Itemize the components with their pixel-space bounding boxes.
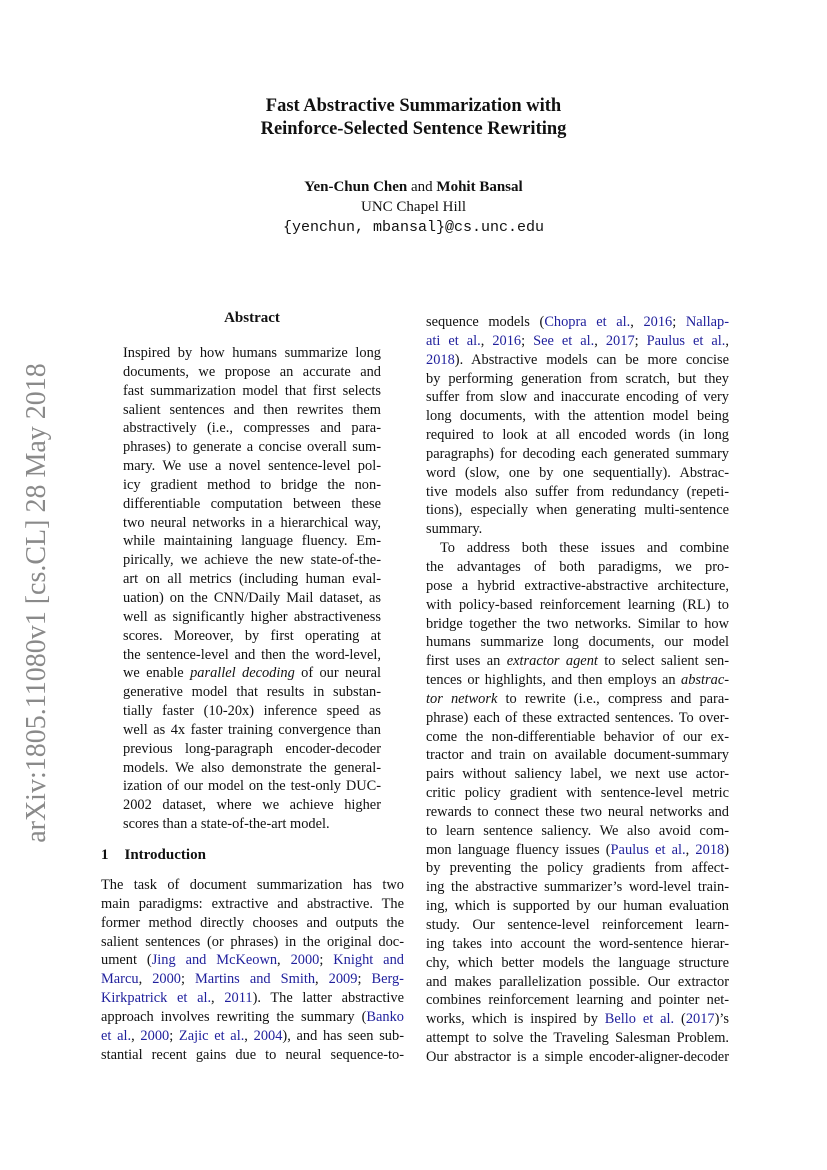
text-line [426,973,729,992]
text-span: , [138,971,153,988]
text-span: ; [634,332,647,349]
text-line [426,388,729,407]
text-line [426,332,729,351]
text-span: bridge together the two networks. Similar to how [426,615,729,632]
text-line [123,796,381,815]
section-title: Introduction [124,847,206,863]
text-span: paragraphs) for decoding each generated summary [426,445,729,462]
text-span: critic policy gradient with sentence-level metric [426,785,729,802]
citation-link[interactable]: Berg- [371,971,404,988]
text-span: ; [357,971,372,988]
text-span: mon language fluency issues ( [426,841,611,858]
citation-link[interactable]: 2004 [253,1027,283,1044]
citation-link[interactable]: Paulus et al. [646,332,726,349]
text-span: art on all metrics (including human eval- [123,571,381,588]
text-span: with policy-based reinforcement learning (RL) to [426,596,729,613]
text-line [426,483,729,502]
text-line [123,627,381,646]
text-line [123,382,381,401]
section-number: 1 [101,847,109,863]
text-span: to rewrite (i.e., compress and para- [497,690,729,707]
text-line [123,551,381,570]
arxiv-stamp: arXiv:1805.11080v1 [cs.CL] 28 May 2018 [21,363,52,843]
citation-link[interactable]: 2016 [492,332,522,349]
text-line [426,577,729,596]
text-span: , [277,952,291,969]
text-span: 2002 dataset, where we achieve higher [123,797,381,814]
text-line [101,1027,404,1046]
text-span: come the non-differentiable behavior of our ex- [426,728,729,745]
text-span: ization of our model on the test-only DUC- [123,778,381,795]
text-line [123,759,381,778]
text-span: salient sentences and then rewrites them [123,401,381,418]
text-span: approach involves rewriting the summary ( [101,1008,367,1025]
citation-link[interactable]: Marcu [101,971,139,988]
intro-left-column [101,876,404,1064]
text-line [426,690,729,709]
paper-title [0,95,827,141]
text-line [123,514,381,533]
text-span: tive models also suffer from redundancy (repeti- [426,483,729,500]
text-span: mary. We use a novel sentence-level pol- [123,458,381,475]
text-span: first uses an [426,653,507,670]
citation-link[interactable]: Kirkpatrick et al. [101,990,212,1007]
text-span: documents, we propose an accurate and [123,363,381,380]
text-line [101,1046,404,1065]
intro-right-column [426,313,729,1067]
text-line [426,596,729,615]
citation-link[interactable]: et al. [101,1027,132,1044]
text-span: ) [724,841,729,858]
text-span: ; [319,952,334,969]
text-line [123,570,381,589]
text-span: ), and has seen sub- [282,1027,404,1044]
text-line [426,351,729,370]
text-line [426,897,729,916]
text-span: works, which is inspired by [426,1011,605,1028]
text-span: ; [672,314,686,330]
text-line [426,709,729,728]
text-line [426,954,729,973]
citation-link[interactable]: 2000 [140,1027,170,1044]
text-span: ; [169,1027,179,1044]
text-line [426,1010,729,1029]
text-line [101,970,404,989]
citation-link[interactable]: 2016 [643,314,673,330]
text-span: , [685,841,696,858]
text-span: tially faster (10-20x) inference speed as [123,703,381,720]
text-span: The task of document summarization has two [101,877,404,893]
text-line [426,464,729,483]
text-span: , [630,314,644,330]
text-span: former method directly chooses and outputs the [101,914,404,931]
text-span: ; [180,971,196,988]
abstract-body [123,344,381,834]
emphasis-text: extractor agent [506,653,598,670]
citation-link[interactable]: ati et al. [426,332,481,349]
text-line [123,589,381,608]
text-span: humans summarize long documents, our model [426,634,729,651]
emphasis-text: abstrac- [681,672,729,689]
text-span: rewards to connect these two neural networks and [426,803,729,820]
text-line [123,740,381,759]
text-span: study. Our sentence-level reinforcement learn- [426,917,729,933]
text-span: suffer from slow and inaccurate encoding of very [426,389,729,406]
text-span: well as significantly higher abstractiveness [123,608,381,625]
text-line [123,815,381,834]
text-span: tions), especially when generating multi-sentence [426,502,729,519]
text-span: ( [674,1011,686,1028]
citation-link[interactable]: Zajic et al. [178,1027,245,1044]
text-line [101,989,404,1008]
text-line [426,916,729,935]
text-line [426,445,729,464]
text-line [101,895,404,914]
text-line [426,803,729,822]
text-span: abstractively (i.e., compresses and para- [123,420,381,437]
text-span: uation) on the CNN/Daily Mail dataset, as [123,589,381,606]
text-line [123,608,381,627]
text-line [426,878,729,897]
text-line [123,438,381,457]
text-line [123,495,381,514]
text-line [101,951,404,970]
citation-link[interactable]: 2017 [605,332,635,349]
text-line [426,633,729,652]
text-line [123,664,381,683]
text-span: by preventing the policy gradients from affect- [426,860,729,877]
text-span: fast summarization model that first selects [123,382,381,399]
text-span: pose a hybrid extractive-abstractive architecture, [426,577,729,594]
text-span: models. We also demonstrate the general- [123,759,381,776]
text-line [426,991,729,1010]
citation-link[interactable]: Banko [366,1008,404,1025]
text-line [426,558,729,577]
text-line [426,1048,729,1067]
citation-link[interactable]: 2018 [426,351,455,368]
text-span: , [480,332,493,349]
text-span: by performing generation from scratch, but they [426,370,729,387]
citation-link[interactable]: 2000 [152,971,181,988]
citation-link[interactable]: Jing and McKeown [151,952,278,969]
text-span: previous long-paragraph encoder-decoder [123,740,381,757]
author-name: Yen-Chun Chen [304,179,408,195]
text-line [123,419,381,438]
text-span: ing, which is supported by our human evaluation [426,898,729,915]
text-span: required to look at all encoded words (in long [426,427,729,444]
text-span: , [594,332,606,349]
text-span: pairs without saliency label, we next use actor- [426,766,729,783]
text-line [426,784,729,803]
text-span: long documents, with the attention model being [426,408,729,425]
text-line [123,363,381,382]
text-span: sequence models ( [426,314,545,330]
citation-link[interactable]: 2017 [685,1011,715,1028]
text-line [123,532,381,551]
text-span: ). The latter abstractive [252,990,404,1007]
text-span: , [244,1027,254,1044]
text-span: , [315,971,329,988]
text-line [426,407,729,426]
text-span: Inspired by how humans summarize long [123,345,381,361]
text-span: chy, which better models the language structure [426,954,729,971]
text-span: stantial recent gains due to neural sequence-to- [101,1046,404,1063]
text-span: attempt to solve the Traveling Salesman Problem. [426,1030,729,1047]
text-span: , [211,990,225,1007]
citation-link[interactable]: 2000 [290,952,320,969]
text-line [426,822,729,841]
citation-link[interactable]: Nallap- [685,314,729,330]
affiliation: UNC Chapel Hill [361,199,466,215]
text-span: , [725,332,729,349]
author-conjunction: and [411,179,433,195]
citation-link[interactable]: 2011 [224,990,253,1007]
text-line [426,728,729,747]
citation-link[interactable]: 2009 [328,971,358,988]
text-span: to select salient sen- [597,653,729,670]
text-span: combines reinforcement learning and pointer net- [426,992,729,1009]
text-span: ing the abstractive summarizer’s word-level train- [426,879,729,896]
text-span: differentiable computation between these [123,495,381,512]
author-email: {yenchun, mbansal}@cs.unc.edu [282,219,545,236]
paragraph [426,539,729,1067]
citation-link[interactable]: Paulus et al. [610,841,686,858]
text-line [123,721,381,740]
text-line [123,683,381,702]
emphasis-text: parallel decoding [190,665,295,682]
text-line [123,457,381,476]
text-span: phrases) to generate a concise overall sum- [123,439,381,456]
text-span: , [131,1027,141,1044]
text-span: tences or highlights, and then employs an [426,672,682,689]
text-span: icy gradient method to bridge the non- [123,476,381,493]
text-span: To address both these issues and combine [440,540,729,557]
citation-link[interactable]: Martins and Smith [195,971,316,988]
text-span: while maintaining language fluency. Em- [123,533,381,550]
text-span: summary. [426,521,483,538]
author-name: Mohit Bansal [436,179,523,195]
text-line [426,370,729,389]
text-span: the sentence-level and then the word-level, [123,646,381,663]
text-span: word (slow, one by one sequentially). Abstrac- [426,464,729,481]
text-line [426,859,729,878]
text-line [426,1029,729,1048]
text-span: to learn sentence saliency. We also avoid com- [426,822,729,839]
text-line [123,344,381,363]
text-line [426,501,729,520]
text-line [101,914,404,933]
text-line [426,765,729,784]
text-span: two neural networks in a hierarchical way, [123,514,381,531]
text-span: of our neural [294,665,381,682]
text-span: we enable [123,665,191,682]
title-line: Fast Abstractive Summarization with [265,96,562,116]
text-span: pirically, we achieve the new state-of-the- [123,552,381,569]
text-line [426,313,729,332]
text-span: salient sentences (or phrases) in the original doc- [101,933,404,950]
text-line [426,652,729,671]
text-span: main paradigms: extractive and abstractive. The [101,895,404,912]
abstract-heading: Abstract [224,310,280,326]
citation-link[interactable]: 2018 [695,841,725,858]
text-line [123,476,381,495]
text-line [123,777,381,796]
paragraph [426,313,729,539]
title-line: Reinforce-Selected Sentence Rewriting [260,119,567,139]
citation-link[interactable]: Bello et al. [604,1011,675,1028]
text-line [123,646,381,665]
text-line [426,539,729,558]
text-span: the advantages of both paradigms, we pro- [426,558,729,575]
text-span: scores. Moreover, by first operating at [123,627,381,644]
text-span: and makes parallelization possible. Our extractor [426,973,729,990]
emphasis-text: tor network [426,690,498,707]
text-span: Our abstractor is a simple encoder-aligner-decoder [426,1048,729,1065]
text-span: ; [521,332,534,349]
text-line [426,426,729,445]
text-span: tractor and train on available document-summary [426,747,729,764]
authors [0,179,827,196]
text-line [426,841,729,860]
citation-link[interactable]: Chopra et al. [544,314,631,330]
citation-link[interactable]: See et al. [533,332,595,349]
text-span: scores than a state-of-the-art model. [123,816,330,833]
text-line [426,935,729,954]
text-line [123,702,381,721]
section-heading [101,847,206,864]
text-line [123,401,381,420]
text-span: phrase) each of these extracted sentences. To over- [426,709,729,726]
text-span: ument ( [101,952,152,969]
text-line [426,746,729,765]
citation-link[interactable]: Knight and [333,952,404,969]
text-line [426,671,729,690]
text-span: well as 4x faster training convergence than [123,721,381,738]
text-span: generative model that results in substan- [123,684,381,701]
text-line [426,520,729,539]
text-span: )’s [714,1011,730,1028]
text-line [426,615,729,634]
text-span: ing takes into account the word-sentence hierar- [426,935,729,952]
text-span: ). Abstractive models can be more concise [454,351,729,368]
text-line [101,876,404,895]
text-line [101,933,404,952]
text-line [101,1008,404,1027]
